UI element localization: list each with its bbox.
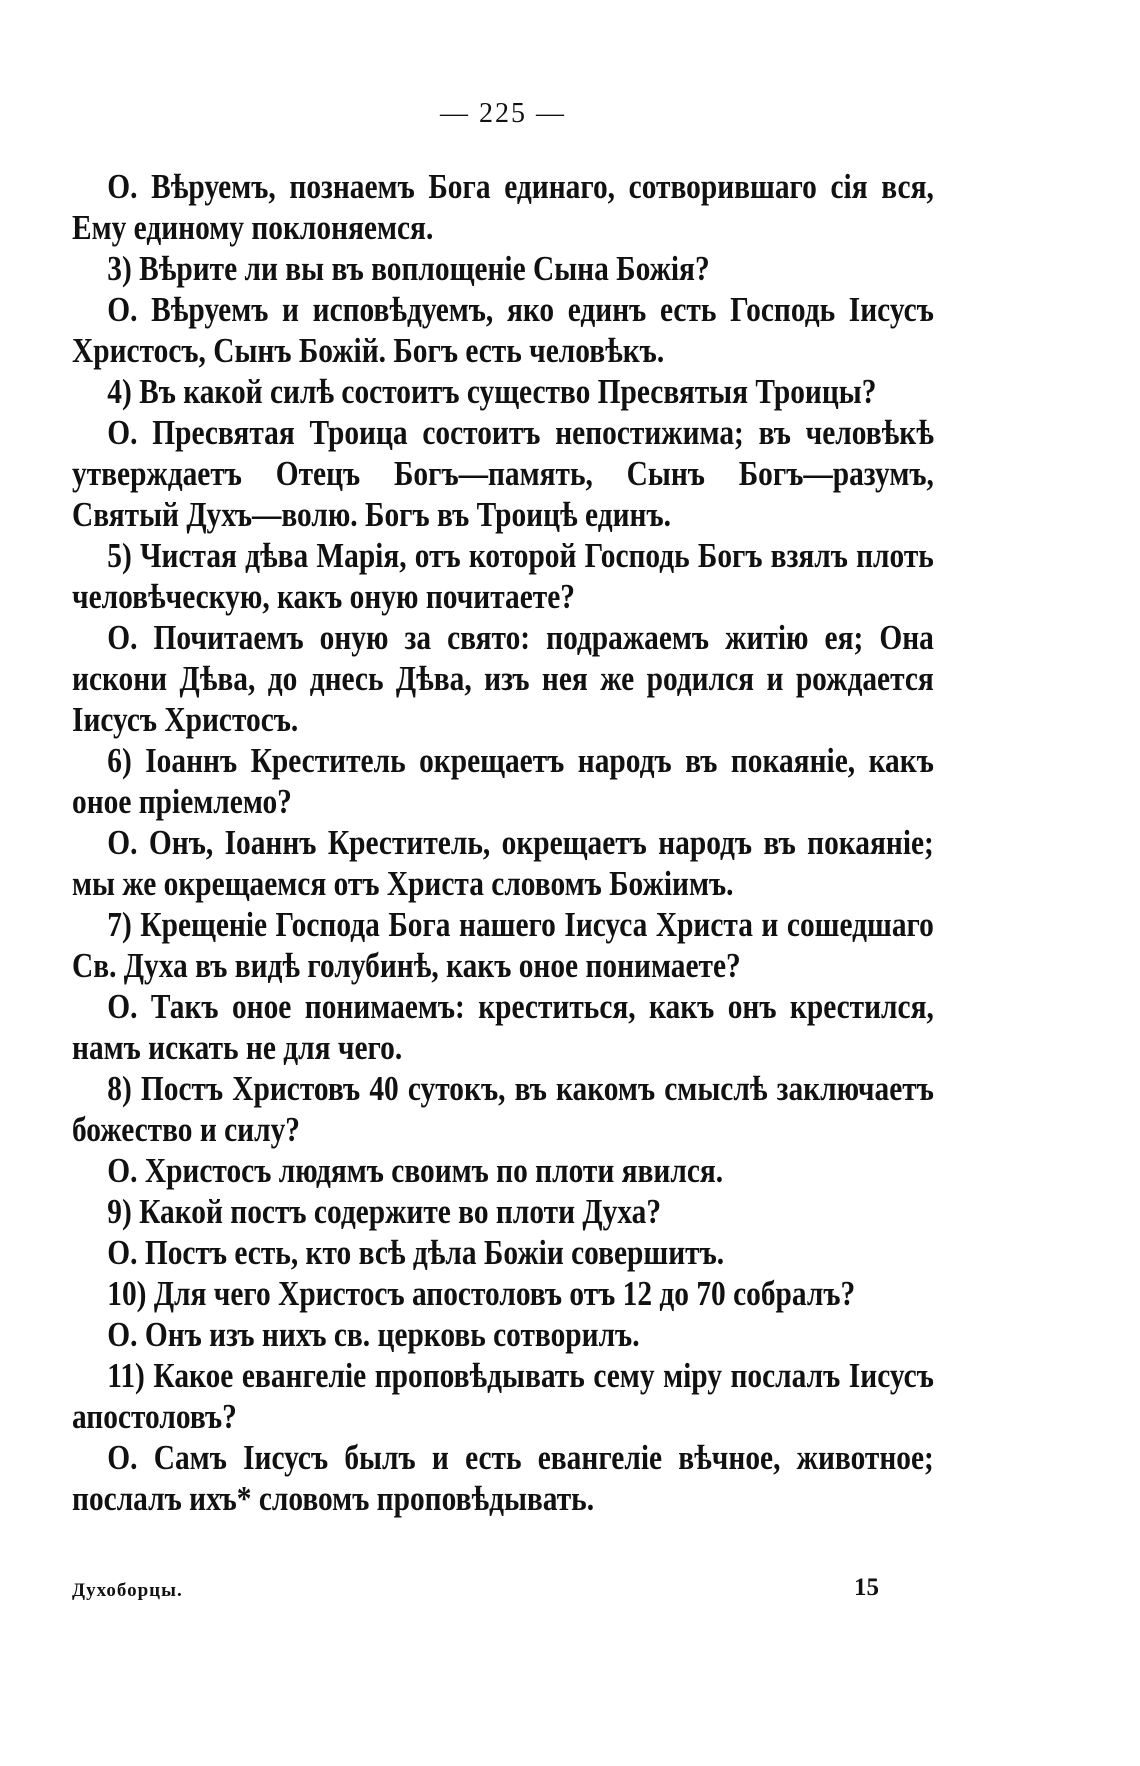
paragraph: 3) Вѣрите ли вы въ воплощеніе Сына Божія? <box>107 249 710 288</box>
paragraph: О. Онъ, Іоаннъ Креститель, окрещаетъ народъ въ покаяніе; мы же окрещаемся отъ Христа словомъ Божіимъ. <box>72 823 934 903</box>
book-page <box>72 0 934 1766</box>
paragraph: О. Постъ есть, кто всѣ дѣла Божіи совершитъ. <box>107 1233 725 1272</box>
body-text <box>72 166 934 1519</box>
paragraph: О. Самъ Іисусъ былъ и есть евангеліе вѣчное, животное; послалъ ихъ* словомъ проповѣдывать. <box>72 1438 934 1518</box>
paragraph: 8) Постъ Христовъ 40 сутокъ, въ какомъ смыслѣ заключаетъ божество и силу? <box>72 1069 934 1149</box>
paragraph: 4) Въ какой силѣ состоитъ существо Пресвятыя Троицы? <box>107 372 877 411</box>
page-number: — 225 — <box>440 98 566 129</box>
paragraph: 9) Какой постъ содержите во плоти Духа? <box>107 1192 662 1231</box>
paragraph: О. Такъ оное понимаемъ: креститься, какъ онъ крестился, намъ искать не для чего. <box>72 987 934 1067</box>
paragraph: О. Вѣруемъ, познаемъ Бога единаго, сотворившаго сія вся, Ему единому поклоняемся. <box>72 167 934 247</box>
paragraph: О. Пресвятая Троица состоитъ непостижима; въ человѣкѣ утверждаетъ Отецъ Богъ—память, Сынъ Богъ—разумъ, Святый Духъ—волю. Богъ въ Троицѣ единъ. <box>72 413 934 534</box>
paragraph: О. Онъ изъ нихъ св. церковь сотворилъ. <box>107 1315 640 1354</box>
paragraph: О. Христосъ людямъ своимъ по плоти явился. <box>107 1151 724 1190</box>
paragraph: 7) Крещеніе Господа Бога нашего Іисуса Христа и сошедшаго Св. Духа въ видѣ голубинѣ, какъ оное понимаете? <box>72 905 934 985</box>
sheet-number: 15 <box>854 1574 879 1601</box>
paragraph: 11) Какое евангеліе проповѣдывать сему міру послалъ Іисусъ апостоловъ? <box>72 1356 934 1436</box>
paragraph: 6) Іоаннъ Креститель окрещаетъ народъ въ покаяніе, какъ оное пріемлемо? <box>72 741 934 821</box>
signature-mark: Духоборцы. <box>72 1580 183 1601</box>
paragraph: 10) Для чего Христосъ апостоловъ отъ 12 до 70 собралъ? <box>107 1274 856 1313</box>
paragraph: О. Почитаемъ оную за свято: подражаемъ житію ея; Она искони Дѣва, до днесь Дѣва, изъ нея же родился и рождается Іисусъ Христосъ. <box>72 618 934 739</box>
paragraph: 5) Чистая дѣва Марія, отъ которой Господь Богъ взялъ плоть человѣческую, какъ оную почитаете? <box>72 536 934 616</box>
paragraph: О. Вѣруемъ и исповѣдуемъ, яко единъ есть Господь Іисусъ Христосъ, Сынъ Божій. Богъ есть человѣкъ. <box>72 290 934 370</box>
